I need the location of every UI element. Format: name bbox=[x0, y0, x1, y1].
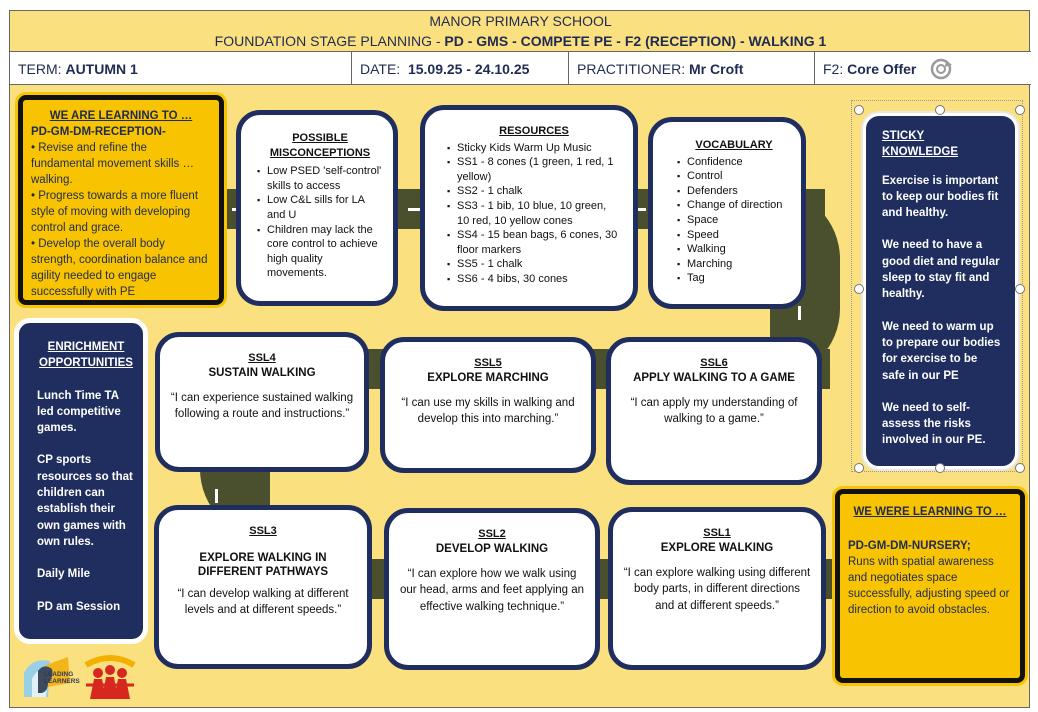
subtitle-bold: PD - GMS - COMPETE PE - F2 (RECEPTION) - WALKING 1 bbox=[444, 33, 827, 49]
resize-handle[interactable] bbox=[1015, 284, 1025, 294]
misconceptions-list bbox=[257, 164, 383, 281]
ssl-title: EXPLORE MARCHING bbox=[427, 371, 549, 384]
date-label: DATE: bbox=[360, 61, 408, 77]
ssl-code: SSL1 bbox=[703, 527, 731, 539]
list-item: ▪ SS4 - 15 bean bags, 6 cones, 30 floor markers bbox=[457, 228, 621, 257]
sticky-paragraph: We need to have a good diet and regular sleep to stay fit and healthy. bbox=[882, 239, 1000, 301]
learning-item: • Progress towards a more fluent style of moving with developing control and grace. bbox=[31, 190, 199, 234]
misconceptions-box bbox=[236, 110, 398, 306]
term-value: AUTUMN 1 bbox=[65, 61, 138, 77]
ssl6-card bbox=[606, 337, 822, 485]
resources-box bbox=[420, 105, 638, 311]
list-item: ▪ Marching bbox=[687, 257, 791, 272]
school-title: MANOR PRIMARY SCHOOL bbox=[429, 13, 612, 29]
ssl-code: SSL3 bbox=[249, 525, 277, 537]
list-item: ▪ SS6 - 4 bibs, 30 cones bbox=[457, 272, 621, 287]
planning-sheet bbox=[9, 10, 1030, 708]
misconceptions-title-2: MISCONCEPTIONS bbox=[269, 146, 371, 159]
resize-handle[interactable] bbox=[935, 105, 945, 115]
planning-subtitle bbox=[10, 31, 1031, 51]
previous-learning-text: Runs with spatial awareness and negotiates space successfully, adjusting speed or direction to avoid obstacles. bbox=[848, 556, 1010, 616]
offer-label: F2: bbox=[823, 61, 848, 77]
previous-learning-code: PD-GM-DM-NURSERY; bbox=[848, 540, 971, 552]
list-item: ▪ Confidence bbox=[687, 155, 791, 170]
practitioner-cell bbox=[569, 52, 815, 84]
list-item: ▪ SS1 - 8 cones (1 green, 1 red, 1 yellow) bbox=[457, 155, 621, 184]
resize-handle[interactable] bbox=[854, 105, 864, 115]
offer-value: Core Offer bbox=[847, 61, 917, 77]
ssl-code: SSL4 bbox=[248, 352, 276, 364]
ssl-title: APPLY WALKING TO A GAME bbox=[633, 371, 795, 384]
learning-code: PD-GM-DM-RECEPTION- bbox=[31, 126, 166, 138]
enrichment-paragraph: Daily Mile bbox=[37, 568, 91, 581]
list-item: ▪ Walking bbox=[687, 242, 791, 257]
resize-handle[interactable] bbox=[1015, 463, 1025, 473]
ssl3-card bbox=[154, 505, 372, 669]
offer-cell bbox=[815, 52, 1031, 84]
enrichment-paragraph: PD am Session bbox=[37, 600, 121, 613]
list-item: ▪ Change of direction bbox=[687, 198, 791, 213]
resize-handle[interactable] bbox=[935, 463, 945, 473]
info-row bbox=[10, 51, 1031, 85]
logo-text: LEADING bbox=[44, 671, 74, 678]
list-item: ▪ SS5 - 1 chalk bbox=[457, 257, 621, 272]
list-item: ▪ Children may lack the core control to achieve high quality movements. bbox=[267, 223, 383, 281]
sticky-title: STICKY KNOWLEDGE bbox=[882, 130, 959, 159]
previous-learning-title: WE WERE LEARNING TO … bbox=[853, 506, 1007, 518]
road-dash bbox=[798, 306, 801, 320]
ssl-quote: “I can apply my understanding of walking to a game.” bbox=[630, 397, 798, 426]
leading-learners-logo bbox=[18, 653, 80, 703]
sticky-paragraph: We need to warm up to prepare our bodies for exercise to be safe in our PE bbox=[882, 320, 1001, 382]
ssl-title: SUSTAIN WALKING bbox=[208, 366, 316, 379]
ssl-quote: “I can explore how we walk using our head, arms and feet applying an effective walking technique.” bbox=[399, 568, 585, 613]
term-label: TERM: bbox=[18, 61, 66, 77]
term-cell bbox=[10, 52, 352, 84]
resize-handle[interactable] bbox=[1015, 105, 1025, 115]
list-item: ▪ Control bbox=[687, 169, 791, 184]
list-item: ▪ SS2 - 1 chalk bbox=[457, 184, 621, 199]
ssl-quote: “I can use my skills in walking and develop this into marching.” bbox=[401, 397, 575, 426]
learning-item-text: Revise and refine the fundamental movement skills … walking. bbox=[31, 142, 194, 186]
date-value: 15.09.25 - 24.10.25 bbox=[407, 61, 530, 77]
practitioner-value: Mr Croft bbox=[689, 61, 744, 77]
road-dash bbox=[215, 489, 218, 503]
learning-title: WE ARE LEARNING TO … bbox=[49, 110, 193, 122]
sticky-paragraph: Exercise is important to keep our bodies fit and healthy. bbox=[882, 174, 999, 220]
list-item: ▪ Low PSED 'self-control' skills to access bbox=[267, 164, 383, 193]
ssl5-card bbox=[380, 337, 596, 473]
ssl-title: EXPLORE WALKING bbox=[660, 541, 774, 554]
list-item: ▪ Speed bbox=[687, 228, 791, 243]
school-crest-icon bbox=[80, 651, 140, 703]
ssl-quote: “I can explore walking using different body parts, in different directions and at different speeds.” bbox=[623, 567, 811, 612]
misconceptions-title-1: POSSIBLE bbox=[292, 132, 348, 144]
learning-objectives-box bbox=[18, 95, 224, 305]
subtitle-prefix: FOUNDATION STAGE PLANNING - bbox=[214, 33, 445, 49]
logo-text: LEARNERS bbox=[44, 678, 80, 685]
list-item: ▪ Space bbox=[687, 213, 791, 228]
enrichment-paragraph: CP sports resources so that children can establish their own games with own rules. bbox=[37, 454, 133, 548]
date-cell bbox=[352, 52, 569, 84]
ssl-title: EXPLORE WALKING IN DIFFERENT PATHWAYS bbox=[197, 551, 329, 579]
ssl4-card bbox=[155, 332, 369, 472]
sticky-knowledge-box[interactable] bbox=[863, 113, 1018, 469]
vocabulary-title: VOCABULARY bbox=[695, 139, 773, 151]
list-item: ▪ Defenders bbox=[687, 184, 791, 199]
practitioner-label: PRACTITIONER: bbox=[577, 61, 690, 77]
ssl1-card bbox=[608, 507, 826, 670]
learning-item: • Develop the overall body strength, coordination balance and agility needed to engage successfully with PE bbox=[31, 238, 208, 298]
refresh-icon[interactable] bbox=[928, 56, 954, 82]
list-item: ▪ Sticky Kids Warm Up Music bbox=[457, 141, 621, 156]
sticky-paragraph: We need to self-assess the risks involved in our PE. bbox=[882, 401, 986, 447]
ssl-code: SSL2 bbox=[478, 528, 506, 540]
ssl-code: SSL6 bbox=[700, 357, 728, 369]
enrichment-title: ENRICHMENT OPPORTUNITIES bbox=[39, 341, 133, 370]
list-item: ▪ Tag bbox=[687, 271, 791, 286]
enrichment-box bbox=[14, 318, 148, 644]
previous-learning-box bbox=[835, 489, 1025, 683]
ssl-code: SSL5 bbox=[474, 357, 502, 369]
ssl-title: DEVELOP WALKING bbox=[435, 542, 549, 555]
resources-title: RESOURCES bbox=[499, 125, 569, 137]
ssl-quote: “I can experience sustained walking following a route and instructions.” bbox=[170, 392, 354, 421]
resize-handle[interactable] bbox=[854, 284, 864, 294]
list-item: ▪ Low C&L sills for LA and U bbox=[267, 193, 383, 222]
vocabulary-box bbox=[648, 117, 806, 309]
resources-list bbox=[447, 141, 621, 287]
list-item: ▪ SS3 - 1 bib, 10 blue, 10 green, 10 red, 10 yellow cones bbox=[457, 199, 621, 228]
learning-item: • Revise and refine the fundamental movement skills … walking. bbox=[31, 142, 194, 186]
vocabulary-list bbox=[677, 155, 791, 286]
ssl-quote: “I can develop walking at different levels and at different speeds.” bbox=[177, 587, 349, 617]
resize-handle[interactable] bbox=[854, 463, 864, 473]
learning-item-text: Progress towards a more fluent style of moving with developing control and grace. bbox=[31, 190, 199, 234]
enrichment-paragraph: Lunch Time TA led competitive games. bbox=[37, 389, 121, 435]
learning-item-text: Develop the overall body strength, coordination balance and agility needed to engage successfully with PE bbox=[31, 238, 208, 298]
ssl2-card bbox=[384, 508, 600, 670]
